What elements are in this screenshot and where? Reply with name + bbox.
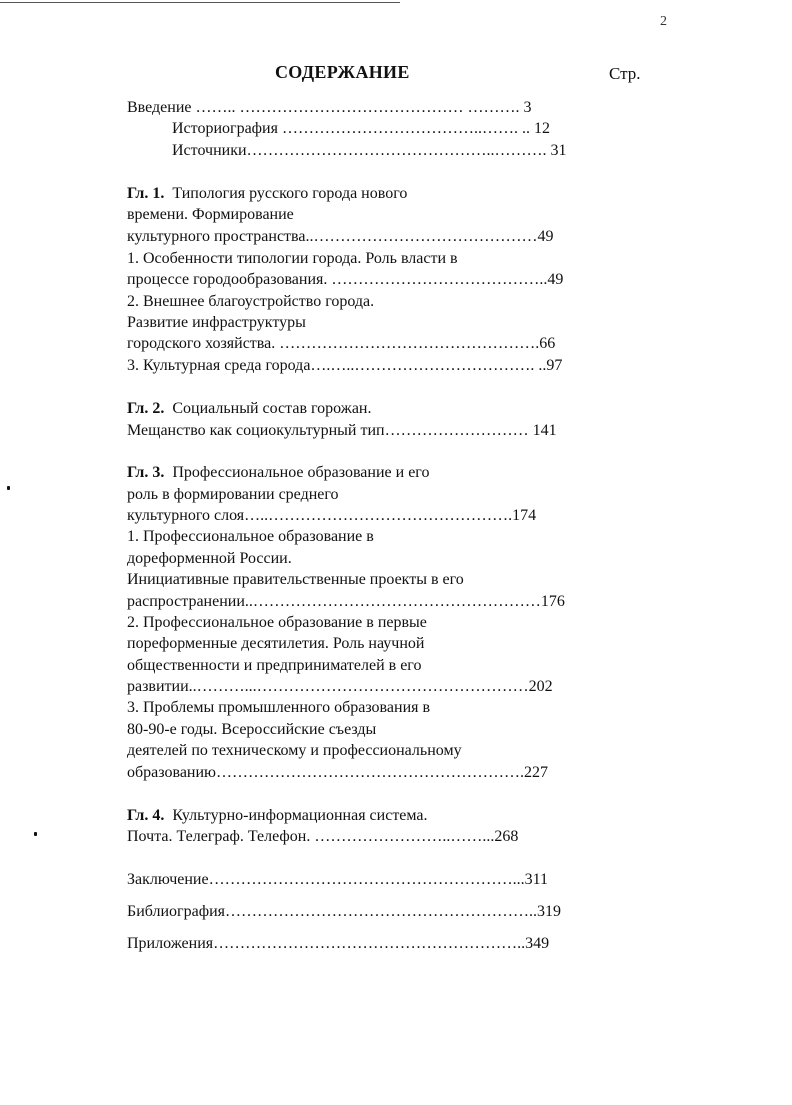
toc-line: 1. Профессиональное образование в [127, 528, 374, 545]
toc-line: пореформенные десятилетия. Роль научной [127, 635, 425, 652]
toc-line: общественности и предпринимателей в его [127, 657, 422, 674]
toc-line: роль в формировании среднего [127, 486, 339, 503]
toc-line: 3. Культурная среда города….…..……………………………. ..97 [127, 357, 563, 374]
toc-line: образованию………………………………………………….227 [127, 764, 548, 781]
toc-line: процессе городообразования. …………………………………..49 [127, 271, 564, 288]
toc-line: деятелей по техническому и профессиональному [127, 742, 462, 759]
toc-line: времени. Формирование [127, 206, 294, 223]
toc-line: распространении..………………………………………………176 [127, 593, 565, 610]
toc-entry-intro: Введение …….. …………………………………… ………. 3 [127, 99, 532, 116]
toc-entry-conclusion: Заключение…………………………………………………...311 [127, 871, 548, 888]
toc-line: 1. Особенности типологии города. Роль власти в [127, 250, 458, 267]
scan-speck [34, 832, 37, 836]
toc-line: Почта. Телеграф. Телефон. ……………………..……...268 [127, 828, 519, 845]
contents-heading: СОДЕРЖАНИЕ [275, 62, 410, 82]
toc-line: 2. Профессиональное образование в первые [127, 614, 427, 631]
corner-page-mark: 2 [660, 14, 667, 29]
chapter-4-label: Гл. 4. [127, 807, 165, 824]
toc-line: дореформенной России. [127, 550, 292, 567]
toc-entry-sources: Источники………………………………………..………. 31 [172, 142, 567, 159]
toc-line: Мещанство как социокультурный тип……………………… 141 [127, 422, 557, 439]
toc-line: культурного пространства..……………………………………49 [127, 228, 554, 245]
chapter-3-label: Гл. 3. [127, 464, 165, 481]
toc-line: 80-90-е годы. Всероссийские съезды [127, 721, 377, 738]
toc-entry-bibliography: Библиография…………………………………………………..319 [127, 903, 561, 920]
chapter-1-label: Гл. 1. [127, 185, 165, 202]
toc-entry-appendices: Приложения…………………………………………………..349 [127, 935, 550, 952]
toc-line: Развитие инфраструктуры [127, 314, 306, 331]
toc-entry-historiography: Историография ………………………………..……. .. 12 [172, 120, 550, 137]
toc-chapter-4-title: Гл. 4. Культурно-информационная система. [127, 807, 428, 824]
toc-line: Инициативные правительственные проекты в его [127, 571, 464, 588]
toc-line: 3. Проблемы промышленного образования в [127, 699, 431, 716]
scan-speck [7, 486, 10, 490]
toc-line: 2. Внешнее благоустройство города. [127, 293, 375, 310]
scan-edge-line [0, 2, 400, 3]
chapter-2-label: Гл. 2. [127, 400, 165, 417]
toc-chapter-3-title: Гл. 3. Профессиональное образование и его [127, 464, 430, 481]
toc-chapter-2-title: Гл. 2. Социальный состав горожан. [127, 400, 372, 417]
page-column-label: Стр. [609, 64, 641, 83]
toc-line: городского хозяйства. ………………………………………….66 [127, 335, 556, 352]
toc-line: культурного слоя…..……………………………………….174 [127, 507, 537, 524]
toc-line: развитии..………...……………………………………………202 [127, 678, 553, 695]
toc-chapter-1-title: Гл. 1. Типология русского города нового [127, 185, 408, 202]
